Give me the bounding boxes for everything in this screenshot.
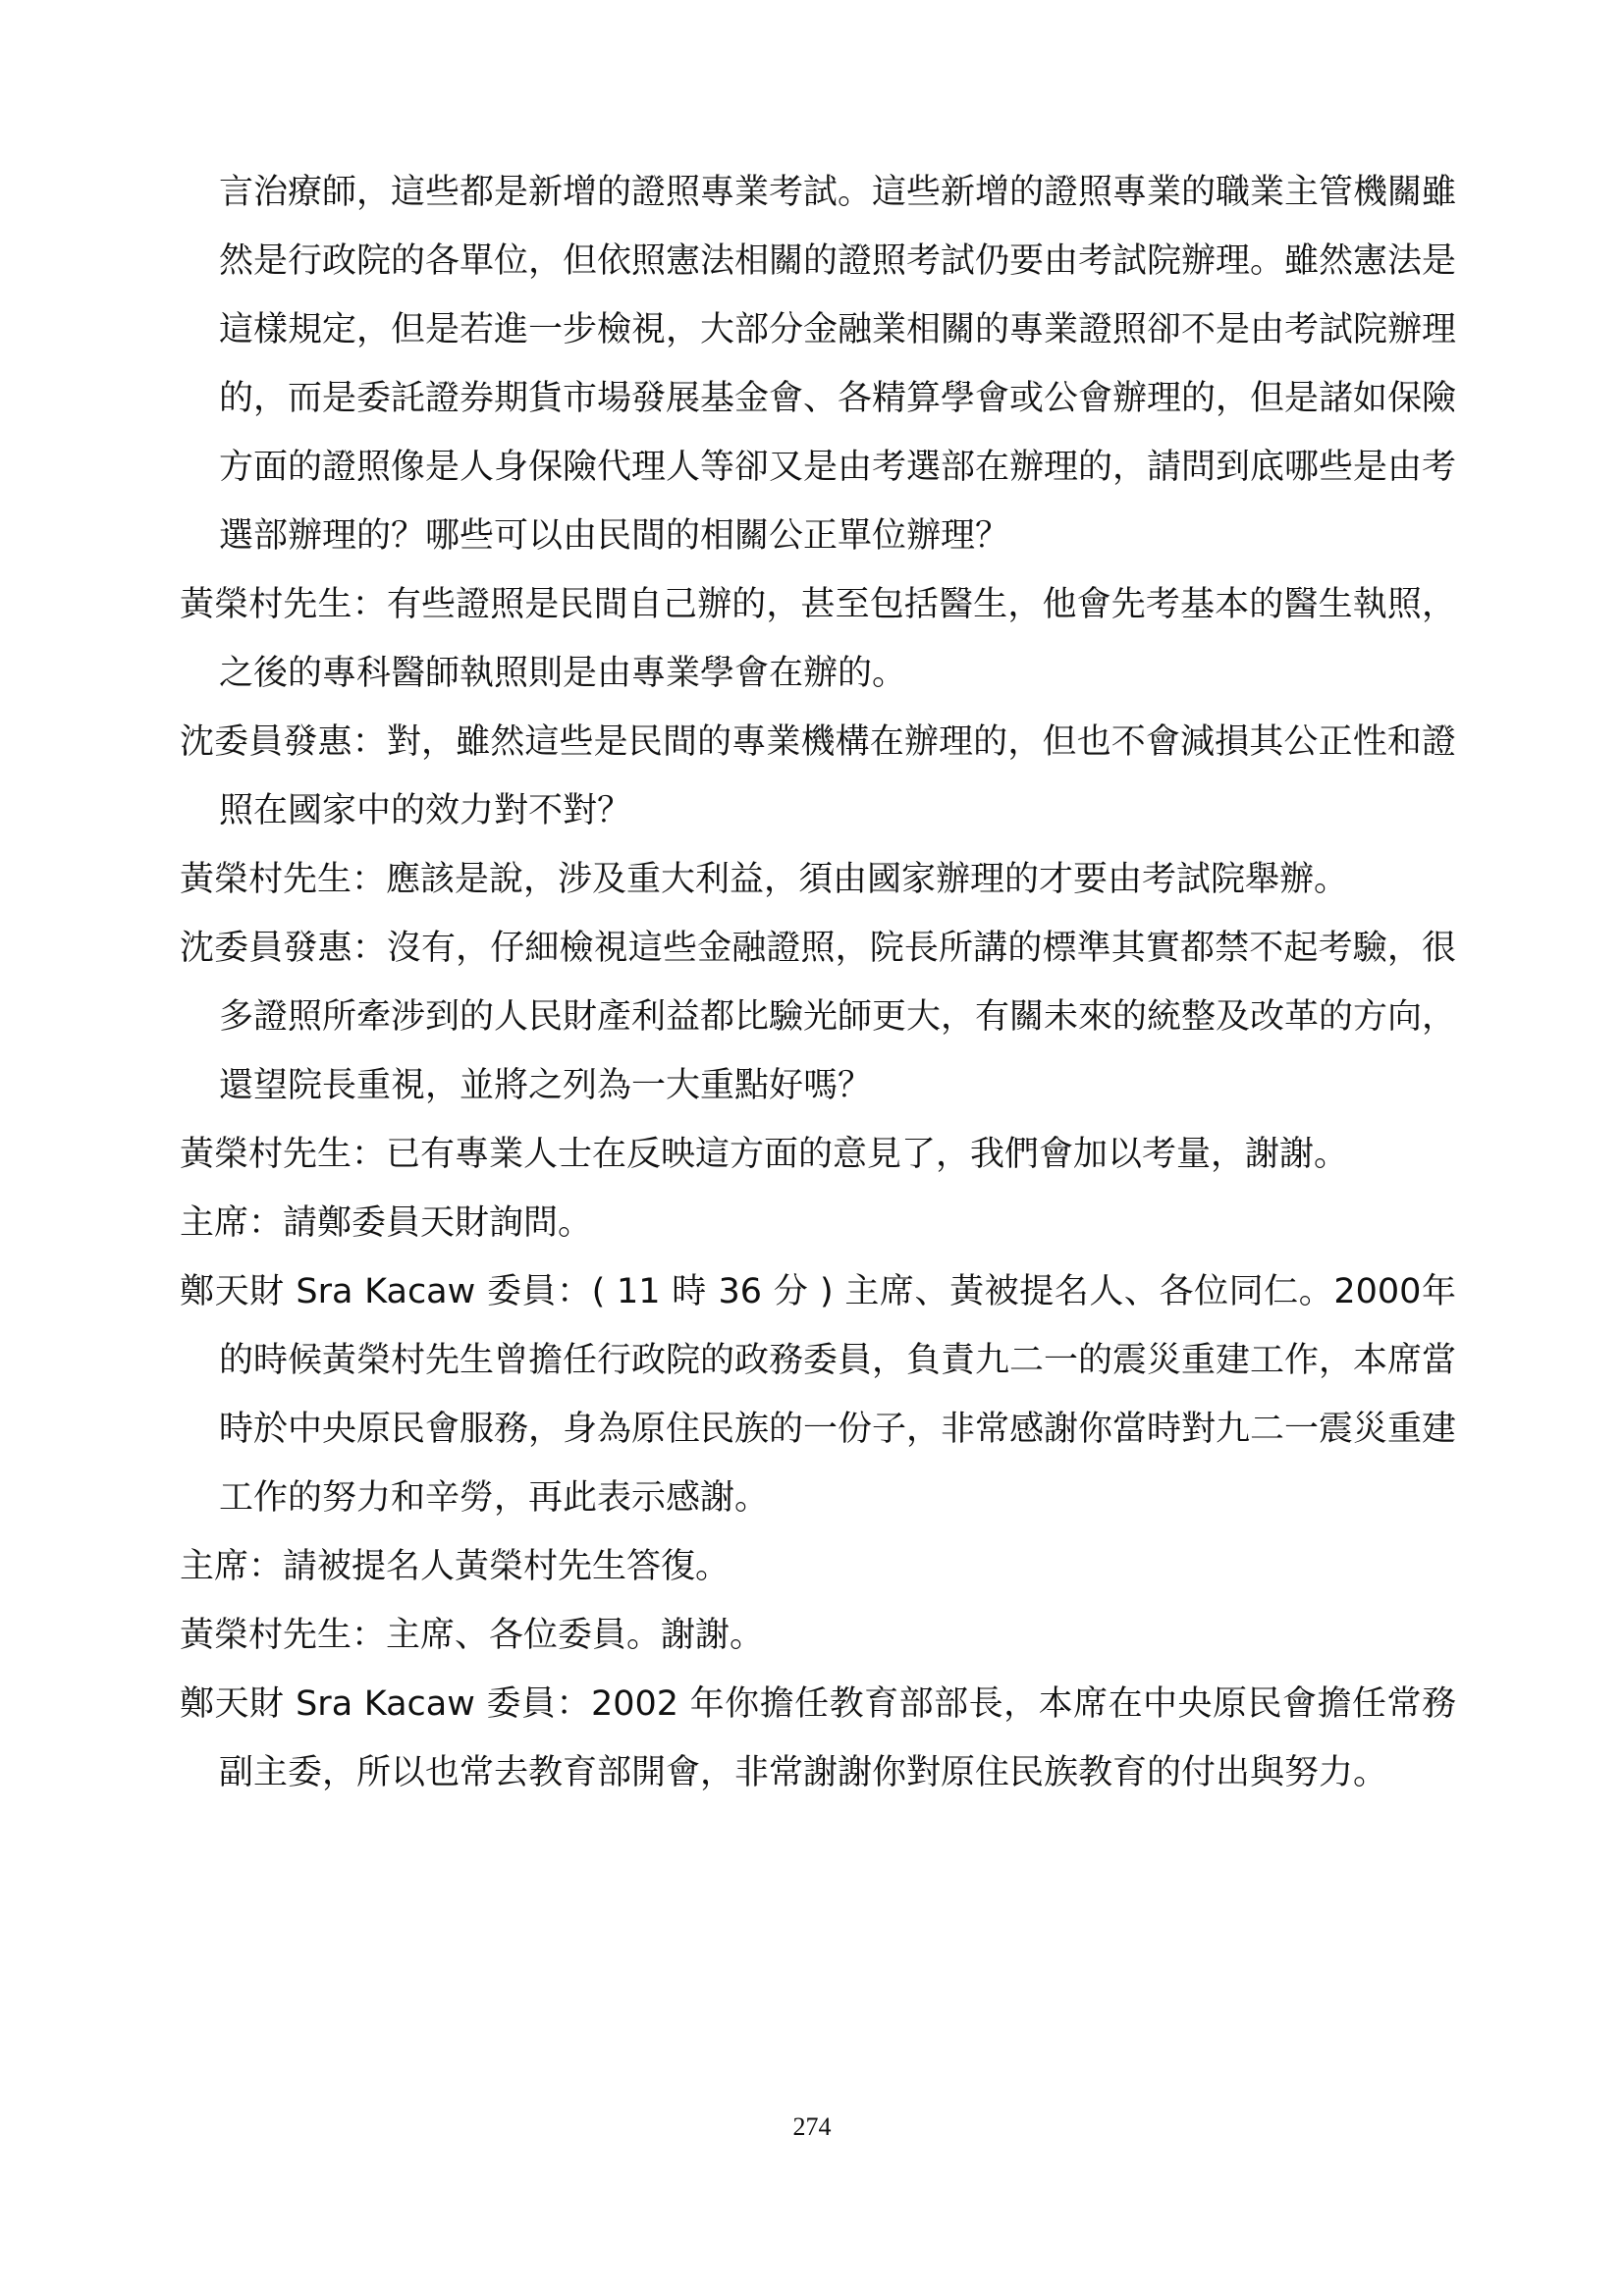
- paragraph-continuation: 言治療師，這些都是新增的證照專業考試。這些新增的證照專業的職業主管機關雖然是行政院的各單位，但依照憲法相關的證照考試仍要由考試院辦理。雖然憲法是這樣規定，但是若進一步檢視，大部分金融業相關的專業證照卻不是由考試院辦理的，而是委託證券期貨市場發展基金會、各精算學會或公會辦理的，但是諸如保險方面的證照像是人身保險代理人等卻又是由考選部在辦理的，請問到底哪些是由考選部辦理的？哪些可以由民間的相關公正單位辦理？: [219, 173, 1457, 556]
- speaker-paragraph: 黃榮村先生：已有專業人士在反映這方面的意見了，我們會加以考量，謝謝。: [180, 1135, 1349, 1174]
- speaker-paragraph: 主席：請被提名人黃榮村先生答復。: [180, 1547, 731, 1586]
- speaker-paragraph: 沈委員發惠：沒有，仔細檢視這些金融證照，院長所講的標準其實都禁不起考驗，很多證照所牽涉到的人民財產利益都比驗光師更大，有關未來的統整及改革的方向，還望院長重視，並將之列為一大重點好嗎？: [180, 929, 1457, 1105]
- page-number: 274: [792, 2112, 832, 2141]
- speaker-paragraph: 黃榮村先生：應該是說，涉及重大利益，須由國家辦理的才要由考試院舉辦。: [180, 860, 1349, 899]
- transcript-body: [180, 158, 1456, 1807]
- speaker-paragraph: 黃榮村先生：有些證照是民間自己辦的，甚至包括醫生，他會先考基本的醫生執照，之後的專科醫師執照則是由專業學會在辦的。: [180, 585, 1456, 693]
- speaker-paragraph: 鄭天財 Sra Kacaw 委員：2002 年你擔任教育部部長，本席在中央原民會擔任常務副主委，所以也常去教育部開會，非常謝謝你對原住民族教育的付出與努力。: [180, 1684, 1456, 1792]
- speaker-paragraph: 沈委員發惠：對，雖然這些是民間的專業機構在辦理的，但也不會減損其公正性和證照在國家中的效力對不對？: [180, 722, 1456, 830]
- speaker-paragraph: 鄭天財 Sra Kacaw 委員：( 11 時 36 分 ) 主席、黃被提名人、各位同仁。2000年的時候黃榮村先生曾擔任行政院的政務委員，負責九二一的震災重建工作，本席當時於中央原民會服務，身為原住民族的一份子，非常感謝你當時對九二一震災重建工作的努力和辛勞，再此表示感謝。: [180, 1272, 1457, 1518]
- speaker-paragraph: 黃榮村先生：主席、各位委員。謝謝。: [180, 1616, 765, 1655]
- speaker-paragraph: 主席：請鄭委員天財詢問。: [180, 1203, 593, 1243]
